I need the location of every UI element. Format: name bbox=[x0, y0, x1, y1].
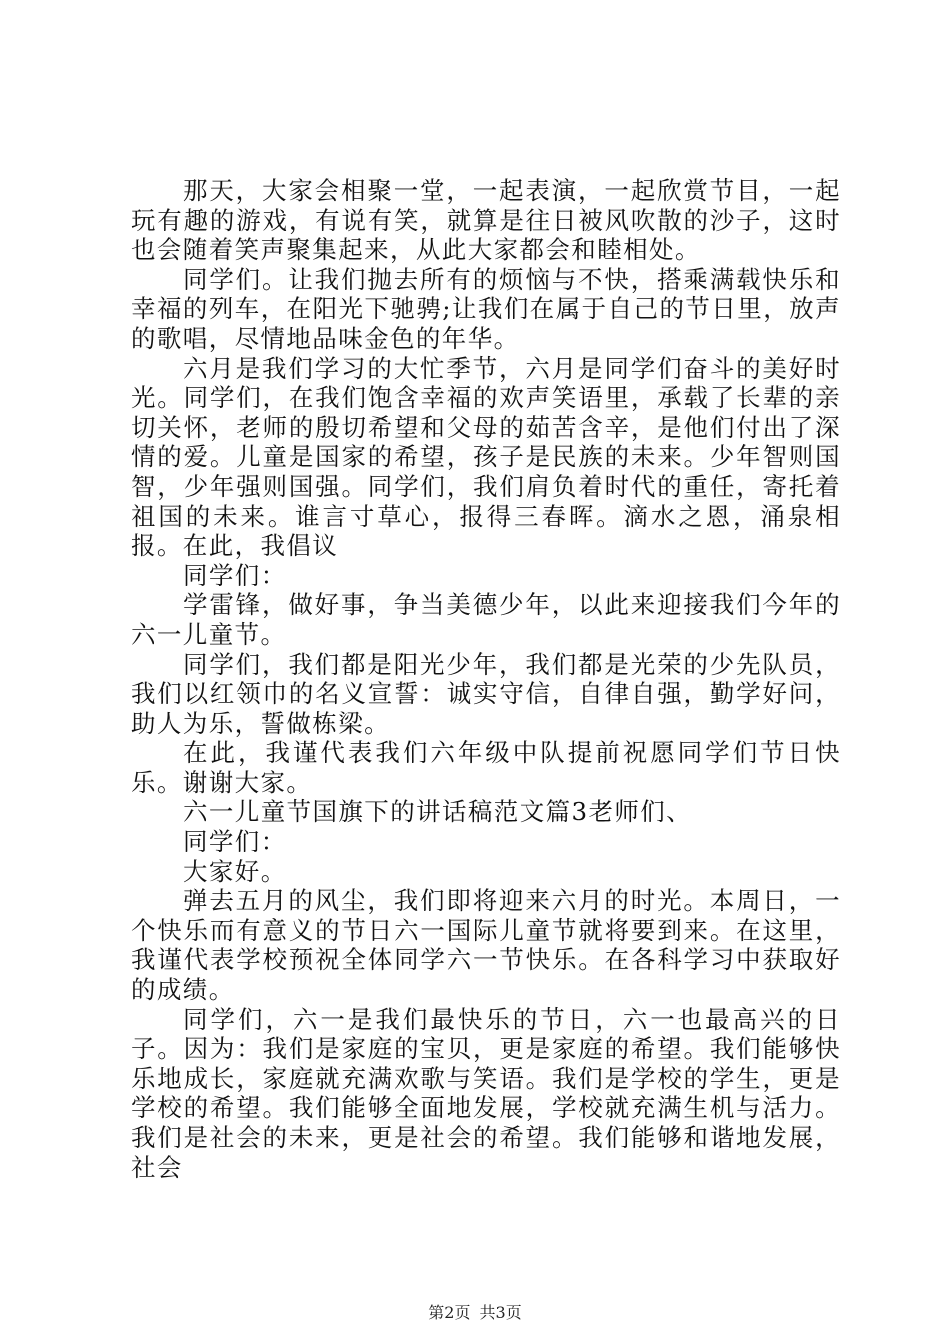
page-number: 第2页 bbox=[428, 1303, 471, 1322]
paragraph: 同学们： bbox=[183, 827, 287, 857]
paragraph: 在此，我谨代表我们六年级中队提前祝愿同学们节日快乐。谢谢大家。 bbox=[131, 738, 841, 797]
paragraph: 那天，大家会相聚一堂，一起表演，一起欣赏节目，一起玩有趣的游戏，有说有笑，就算是往日被风吹散的沙子，这时也会随着笑声聚集起来，从此大家都会和睦相处。 bbox=[131, 176, 841, 265]
paragraph: 同学们： bbox=[183, 560, 287, 590]
page-footer bbox=[0, 1303, 950, 1323]
section-heading: 六一儿童节国旗下的讲话稿范文篇3老师们、 bbox=[183, 797, 693, 827]
document-body bbox=[131, 176, 841, 1182]
paragraph: 弹去五月的风尘，我们即将迎来六月的时光。本周日，一个快乐而有意义的节日六一国际儿童节就将要到来。在这里，我谨代表学校预祝全体同学六一节快乐。在各科学习中获取好的成绩。 bbox=[131, 886, 841, 1005]
paragraph: 六月是我们学习的大忙季节，六月是同学们奋斗的美好时光。同学们，在我们饱含幸福的欢声笑语里，承载了长辈的亲切关怀，老师的殷切希望和父母的茹苦含辛，是他们付出了深情的爱。儿童是国家的希望，孩子是民族的未来。少年智则国智，少年强则国强。同学们，我们肩负着时代的重任，寄托着祖国的未来。谁言寸草心，报得三春晖。滴水之恩，涌泉相报。在此，我倡议 bbox=[131, 353, 841, 561]
paragraph: 同学们，六一是我们最快乐的节日，六一也最高兴的日子。因为：我们是家庭的宝贝，更是家庭的希望。我们能够快乐地成长，家庭就充满欢歌与笑语。我们是学校的学生，更是学校的希望。我们能够全面地发展，学校就充满生机与活力。我们是社会的未来，更是社会的希望。我们能够和谐地发展，社会 bbox=[131, 1004, 841, 1182]
paragraph: 学雷锋，做好事，争当美德少年，以此来迎接我们今年的六一儿童节。 bbox=[131, 590, 841, 649]
paragraph: 同学们。让我们抛去所有的烦恼与不快，搭乘满载快乐和幸福的列车，在阳光下驰骋;让我们在属于自己的节日里，放声的歌唱，尽情地品味金色的年华。 bbox=[131, 264, 841, 353]
page-total: 共3页 bbox=[479, 1303, 522, 1322]
paragraph: 同学们，我们都是阳光少年，我们都是光荣的少先队员，我们以红领巾的名义宣誓：诚实守信，自律自强，勤学好问，助人为乐，誓做栋梁。 bbox=[131, 649, 841, 738]
paragraph: 大家好。 bbox=[183, 856, 287, 886]
